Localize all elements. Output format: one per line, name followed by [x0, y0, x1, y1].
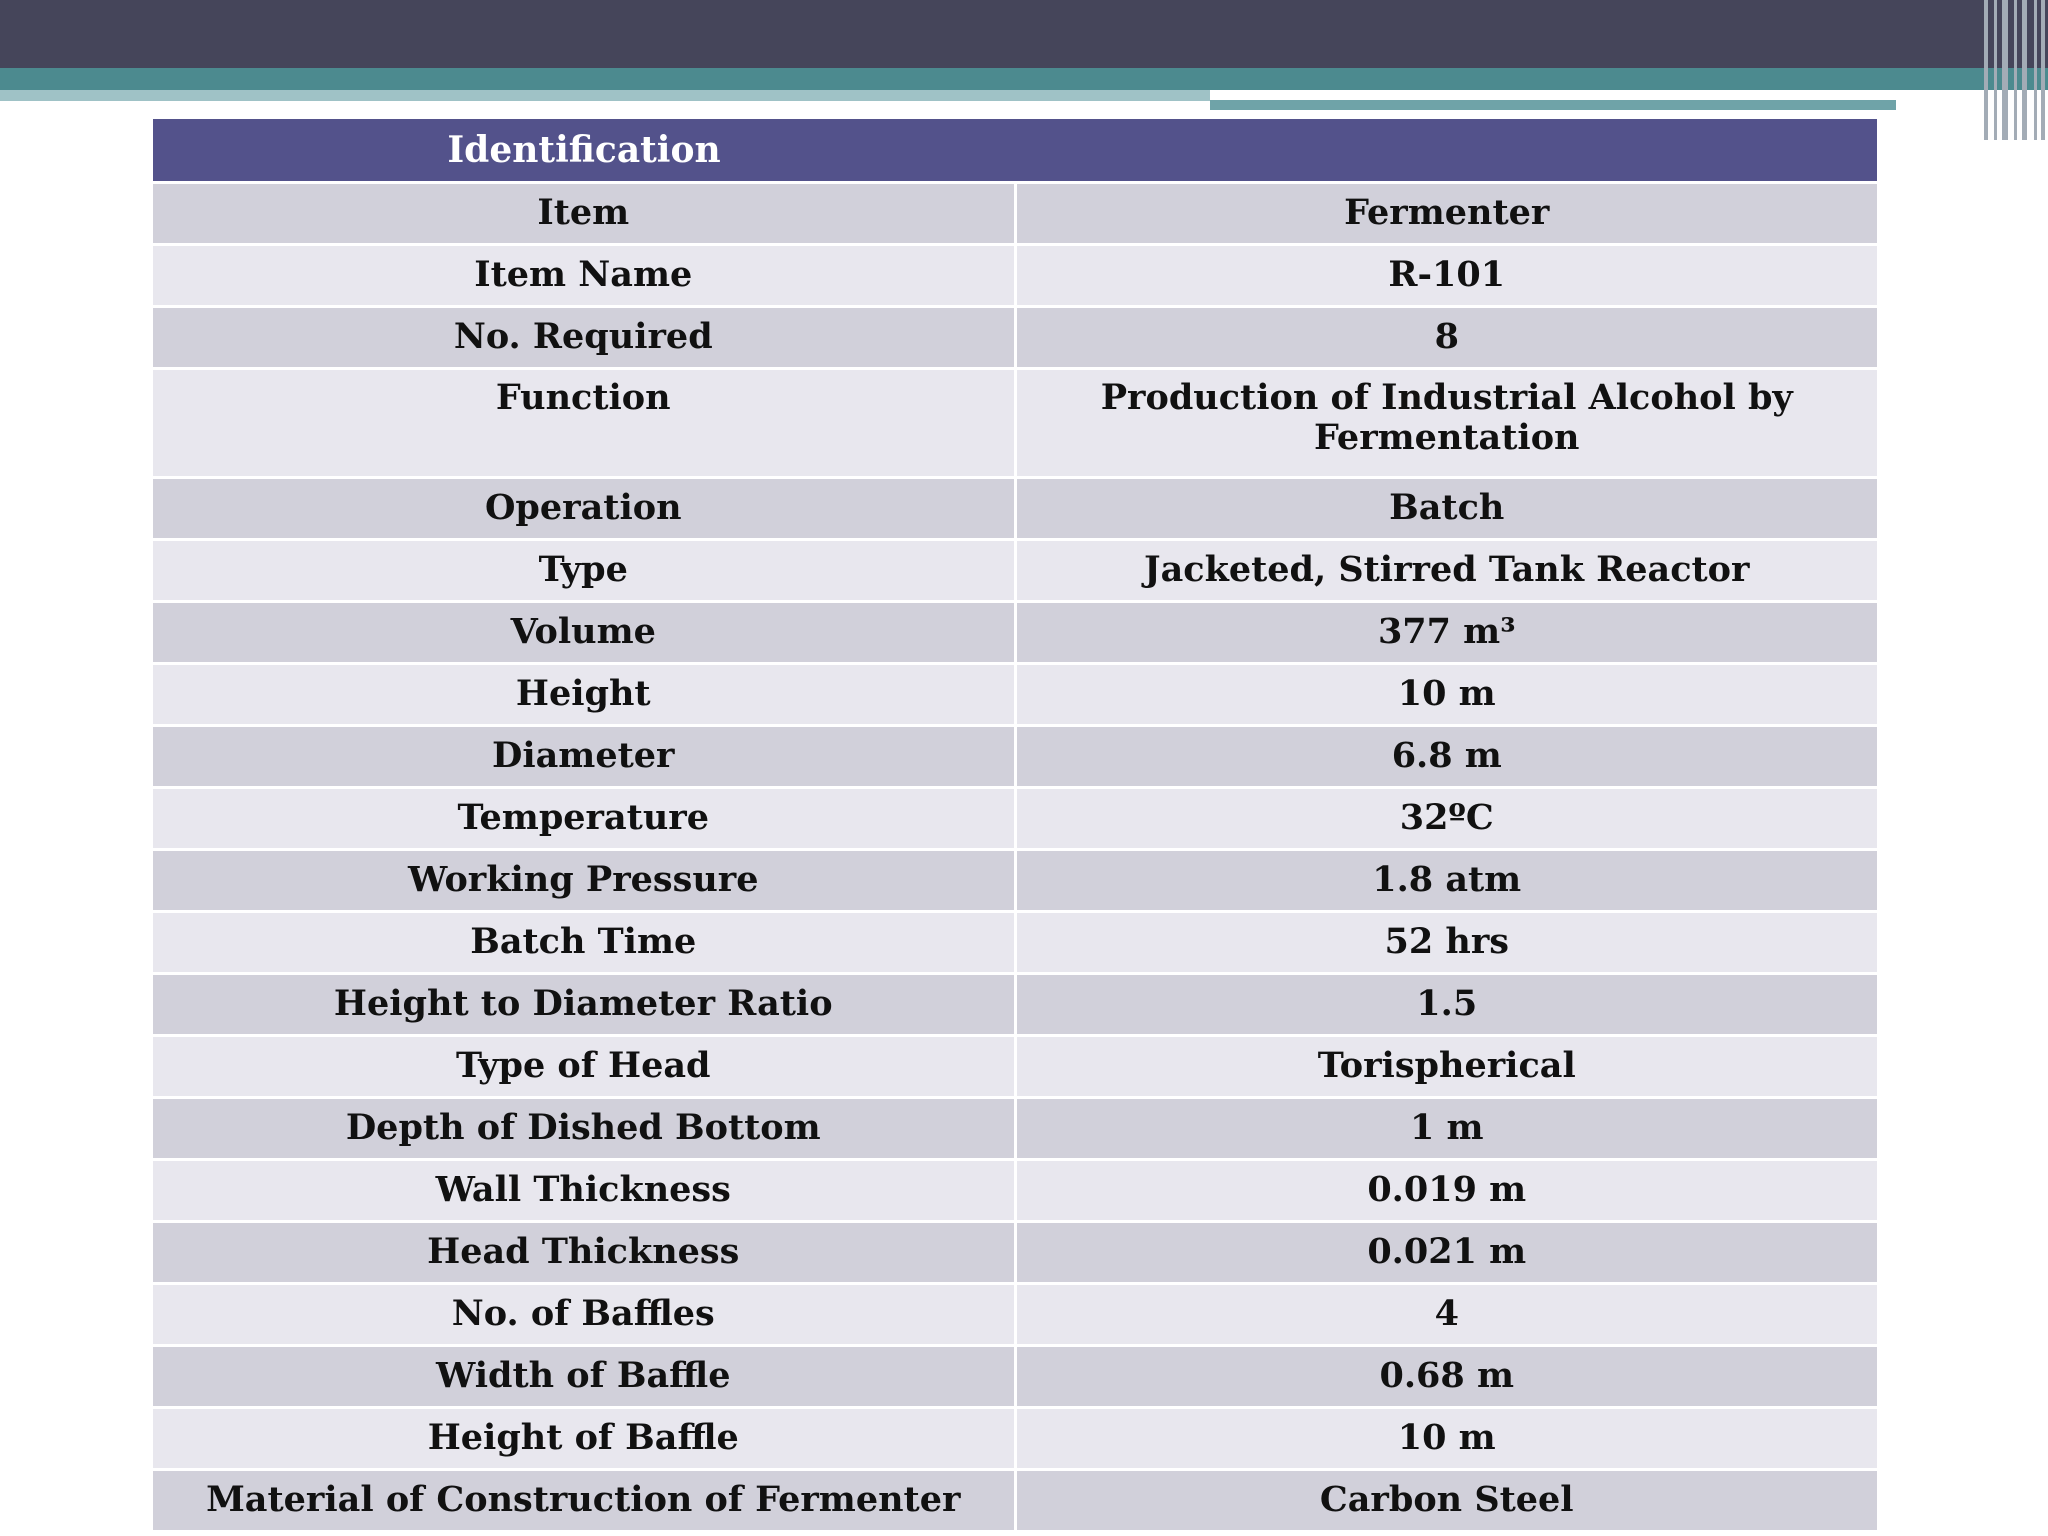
- row-label: Material of Construction of Fermenter: [153, 1470, 1015, 1532]
- row-label: Height of Baffle: [153, 1408, 1015, 1470]
- row-label: Temperature: [153, 788, 1015, 850]
- table-row: [153, 664, 1877, 726]
- row-label: Wall Thickness: [153, 1160, 1015, 1222]
- row-label: Function: [153, 369, 1015, 478]
- row-value: R-101: [1015, 245, 1877, 307]
- slide-accent-strip-right: [1210, 100, 1896, 110]
- table-row: [153, 1098, 1877, 1160]
- slide-corner-stripes: [1978, 0, 2048, 140]
- table-row: [153, 369, 1877, 478]
- table-row: [153, 788, 1877, 850]
- slide-accent-divider: [1210, 111, 1900, 117]
- row-value: Production of Industrial Alcohol by Fermentation: [1015, 369, 1877, 478]
- row-label: No. of Baffles: [153, 1284, 1015, 1346]
- row-value: 32ºC: [1015, 788, 1877, 850]
- row-label: Working Pressure: [153, 850, 1015, 912]
- row-value: 0.019 m: [1015, 1160, 1877, 1222]
- row-value: 10 m: [1015, 1408, 1877, 1470]
- row-label: Operation: [153, 478, 1015, 540]
- row-label: Batch Time: [153, 912, 1015, 974]
- table-row: [153, 1222, 1877, 1284]
- table-row: [153, 1470, 1877, 1532]
- table-row: [153, 850, 1877, 912]
- row-label: Type: [153, 540, 1015, 602]
- table-row: [153, 602, 1877, 664]
- row-label: Height to Diameter Ratio: [153, 974, 1015, 1036]
- table-row: [153, 1284, 1877, 1346]
- table-row: [153, 478, 1877, 540]
- table-header-row: [153, 119, 1877, 183]
- row-value: Batch: [1015, 478, 1877, 540]
- table-row: [153, 245, 1877, 307]
- row-label: Volume: [153, 602, 1015, 664]
- table-row: [153, 307, 1877, 369]
- table-row: [153, 1160, 1877, 1222]
- row-label: No. Required: [153, 307, 1015, 369]
- table-header: [153, 119, 1877, 183]
- row-value: Torispherical: [1015, 1036, 1877, 1098]
- slide-header-band: [0, 0, 2048, 68]
- table-row: [153, 974, 1877, 1036]
- table-row: [153, 1346, 1877, 1408]
- table-header-label: Identification: [447, 129, 721, 171]
- row-value: 4: [1015, 1284, 1877, 1346]
- fermenter-spec-table: [153, 119, 1877, 1533]
- row-value: 1.8 atm: [1015, 850, 1877, 912]
- row-value: 1.5: [1015, 974, 1877, 1036]
- row-value: Fermenter: [1015, 183, 1877, 245]
- table-body: [153, 183, 1877, 1532]
- row-label: Item: [153, 183, 1015, 245]
- row-label: Diameter: [153, 726, 1015, 788]
- row-value: 52 hrs: [1015, 912, 1877, 974]
- row-value: Carbon Steel: [1015, 1470, 1877, 1532]
- row-value: 1 m: [1015, 1098, 1877, 1160]
- table-row: [153, 1408, 1877, 1470]
- table-row: [153, 1036, 1877, 1098]
- row-value: Jacketed, Stirred Tank Reactor: [1015, 540, 1877, 602]
- table-row: [153, 183, 1877, 245]
- table-row: [153, 540, 1877, 602]
- row-value: 0.68 m: [1015, 1346, 1877, 1408]
- row-label: Depth of Dished Bottom: [153, 1098, 1015, 1160]
- row-value: 0.021 m: [1015, 1222, 1877, 1284]
- row-label: Height: [153, 664, 1015, 726]
- row-value: 10 m: [1015, 664, 1877, 726]
- row-value: 8: [1015, 307, 1877, 369]
- row-label: Width of Baffle: [153, 1346, 1015, 1408]
- row-label: Item Name: [153, 245, 1015, 307]
- row-value: 6.8 m: [1015, 726, 1877, 788]
- row-label: Head Thickness: [153, 1222, 1015, 1284]
- row-label: Type of Head: [153, 1036, 1015, 1098]
- slide-accent-strip-left: [0, 90, 1210, 101]
- table-row: [153, 912, 1877, 974]
- slide-accent-band: [0, 68, 2048, 90]
- row-value: 377 m³: [1015, 602, 1877, 664]
- table-row: [153, 726, 1877, 788]
